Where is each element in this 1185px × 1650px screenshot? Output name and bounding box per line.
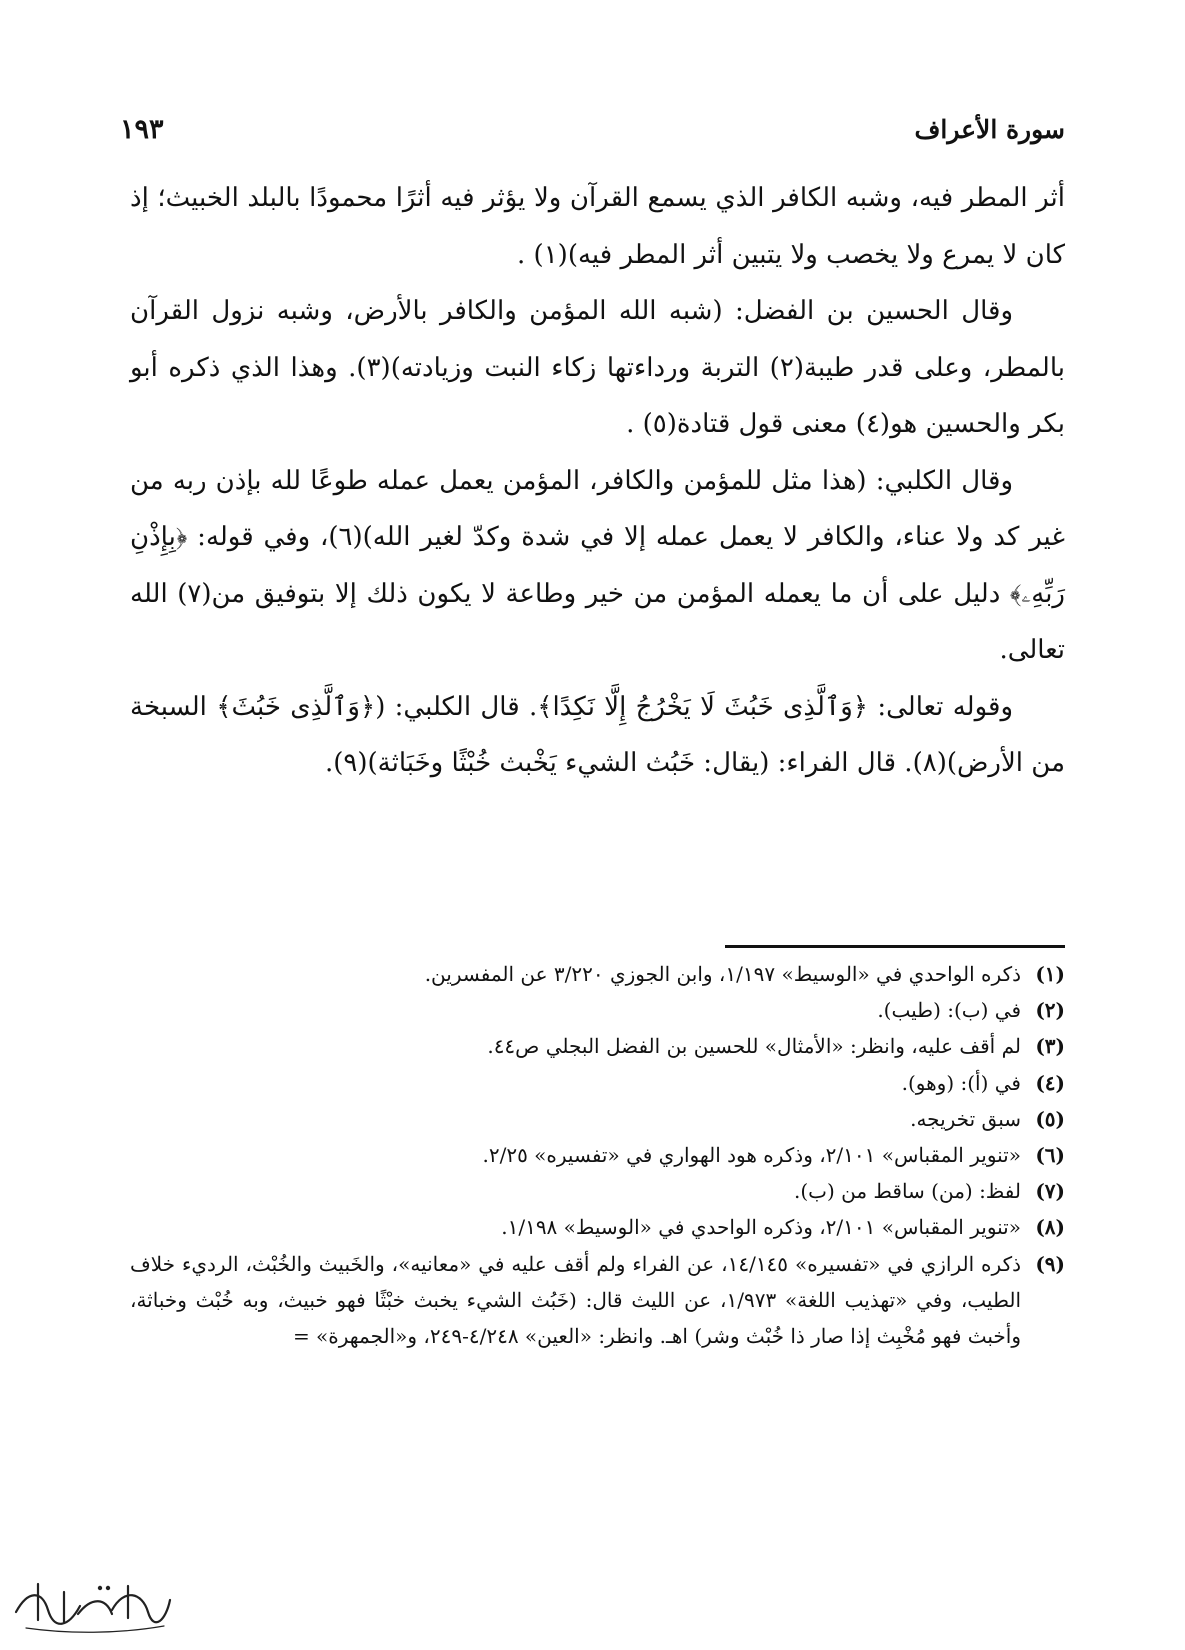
paragraph-2: وقال الحسين بن الفضل: (شبه الله المؤمن والكافر بالأرض، وشبه نزول القرآن بالمطر، وعلى قدر طيبة(٢) التربة ورداءتها زكاء النبت وزيادته)(٣). وهذا الذي ذكره أبو بكر والحسين هو(٤) معنى قول قتادة(٥) . — [130, 296, 1065, 439]
footnote-item — [130, 1173, 1065, 1209]
footnote-number: (٨) — [1035, 1215, 1065, 1240]
footnote-number: (٣) — [1035, 1034, 1065, 1059]
footnote-item — [130, 992, 1065, 1028]
paragraph-3: وقال الكلبي: (هذا مثل للمؤمن والكافر، المؤمن يعمل عمله طوعًا لله بإذن ربه من غير كد ولا عناء، والكافر لا يعمل عمله إلا في شدة وكدّ لغير الله)(٦)، وفي قوله: ﴿بِإِذْنِ رَبِّهِۦ﴾ دليل على أن ما يعمله المؤمن من خير وطاعة لا يكون ذلك إلا بتوفيق من(٧) الله تعالى. — [130, 465, 1065, 665]
footnote-item — [130, 1065, 1065, 1101]
library-stamp-logo — [8, 1570, 178, 1640]
page-header — [120, 104, 1065, 154]
footnote-text: لم أقف عليه، وانظر: «الأمثال» للحسين بن الفضل البجلي ص٤٤. — [487, 1034, 1021, 1059]
footnote-text: ذكره الرازي في «تفسيره» ١٤/١٤٥، عن الفراء ولم أقف عليه في «معانيه»، والخَبيث والخُبْث، الرديء خلاف الطيب، وفي «تهذيب اللغة» ١/٩٧٣، عن الليث قال: (خَبُث الشيء يخبث خبْثًا فهو خبيث، وبه خُبْث وخباثة، وأخبث فهو مُخْبِث إذا صار ذا خُبْث وشر) اهـ. وانظر: «العين» ٤/٢٤٨-٢٤٩، و«الجمهرة» = — [130, 1251, 1022, 1349]
footnote-number: (٥) — [1035, 1106, 1065, 1131]
footnote-number: (٤) — [1035, 1070, 1065, 1095]
footnote-item — [130, 1101, 1065, 1137]
footnote-text: «تنوير المقباس» ٢/١٠١، وذكره هود الهواري في «تفسيره» ٢/٢٥. — [482, 1143, 1021, 1168]
footnote-number: (٧) — [1035, 1179, 1065, 1204]
surah-title: سورة الأعراف — [914, 114, 1065, 144]
footnote-number: (٢) — [1035, 998, 1065, 1023]
footnote-text: في (أ): (وهو). — [901, 1070, 1021, 1095]
paragraph-4: وقوله تعالى: ﴿وَٱلَّذِى خَبُثَ لَا يَخْرُجُ إِلَّا نَكِدًا﴾. قال الكلبي: (﴿وَٱلَّذِى خَبُثَ﴾ السبخة من الأرض)(٨). قال الفراء: (يقال: خَبُث الشيء يَخْبث خُبْثًا وخَبَاثة)(٩). — [130, 691, 1065, 778]
footnote-number: (٦) — [1035, 1143, 1065, 1168]
footnotes — [130, 956, 1065, 1354]
footnote-divider — [725, 945, 1065, 948]
footnote-number: (٩) — [1035, 1251, 1065, 1276]
footnote-item — [130, 1028, 1065, 1064]
footnote-text: سبق تخريجه. — [910, 1106, 1021, 1131]
footnote-item — [130, 1137, 1065, 1173]
footnote-item — [130, 956, 1065, 992]
footnote-item — [130, 1209, 1065, 1245]
main-text — [130, 170, 1065, 792]
footnote-number: (١) — [1035, 962, 1065, 986]
footnote-text: ذكره الواحدي في «الوسيط» ١/١٩٧، وابن الجوزي ٣/٢٢٠ عن المفسرين. — [424, 962, 1021, 986]
footnote-text: «تنوير المقباس» ٢/١٠١، وذكره الواحدي في «الوسيط» ١/١٩٨. — [501, 1215, 1021, 1240]
footnote-text: في (ب): (طيب). — [877, 998, 1021, 1023]
footnote-text: لفظ: (من) ساقط من (ب). — [793, 1179, 1021, 1204]
paragraph-1: أثر المطر فيه، وشبه الكافر الذي يسمع القرآن ولا يؤثر فيه أثرًا محمودًا بالبلد الخبيث؛ إذ كان لا يمرع ولا يخصب ولا يتبين أثر المطر فيه)(١) . — [130, 183, 1065, 270]
footnote-item — [130, 1246, 1065, 1355]
page-number: ١٩٣ — [120, 113, 164, 145]
